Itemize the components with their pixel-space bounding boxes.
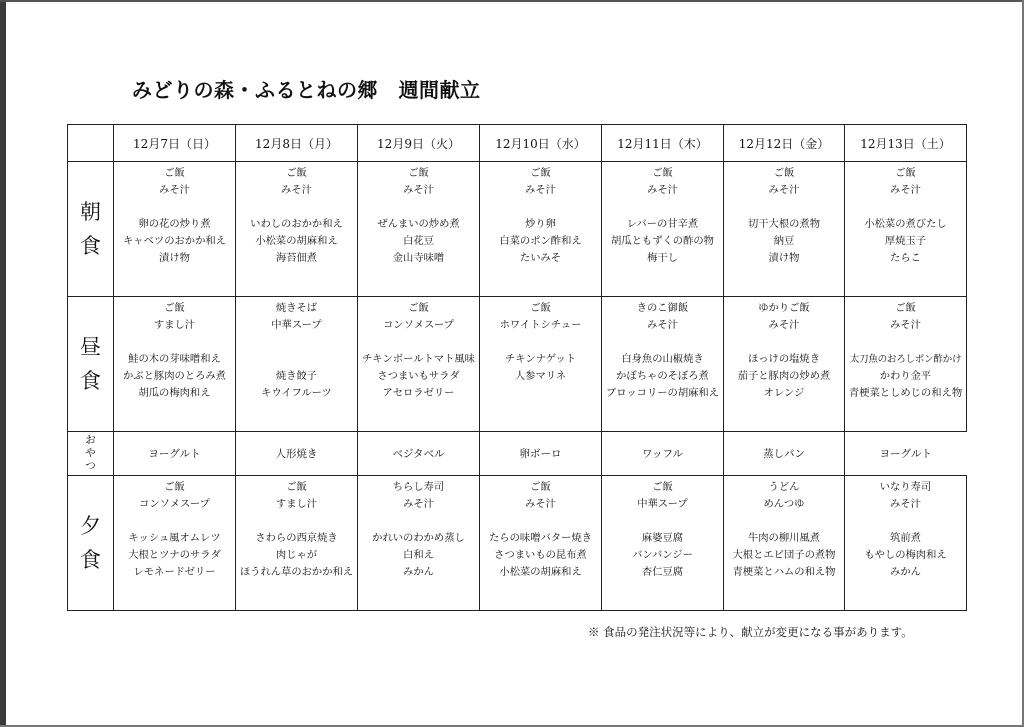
menu-item bbox=[480, 334, 601, 351]
menu-item: うどん bbox=[768, 481, 800, 493]
dinner-cell bbox=[724, 476, 845, 611]
menu-item: 海苔佃煮 bbox=[275, 252, 318, 264]
dinner-label bbox=[68, 476, 114, 611]
snack-cell: ヨーグルト bbox=[114, 432, 236, 476]
menu-item bbox=[602, 513, 723, 530]
lunch-cell bbox=[845, 297, 967, 432]
header-row bbox=[68, 125, 967, 162]
day-header: 12月9日（火） bbox=[358, 125, 480, 162]
menu-item bbox=[480, 513, 601, 530]
menu-item: みそ汁 bbox=[403, 498, 434, 510]
menu-items bbox=[845, 162, 966, 267]
menu-item: チキンナゲット bbox=[504, 353, 577, 365]
menu-item bbox=[845, 199, 966, 216]
menu-items bbox=[358, 476, 479, 581]
snack-cell: 人形焼き bbox=[236, 432, 358, 476]
menu-item bbox=[114, 334, 235, 351]
menu-item: すまし汁 bbox=[153, 319, 196, 331]
menu-item: ご飯 bbox=[530, 481, 551, 493]
breakfast-cell bbox=[845, 162, 967, 297]
menu-item: ホワイトシチュー bbox=[499, 319, 582, 331]
menu-item: 大根とエビ団子の煮物 bbox=[732, 549, 836, 561]
menu-item: めんつゆ bbox=[763, 498, 805, 510]
breakfast-cell bbox=[236, 162, 358, 297]
dinner-cell bbox=[114, 476, 236, 611]
menu-items bbox=[358, 162, 479, 267]
breakfast-cell bbox=[480, 162, 602, 297]
menu-item: みそ汁 bbox=[890, 498, 921, 510]
label-char: 食 bbox=[80, 548, 101, 572]
menu-item: かぼちゃのそぼろ煮 bbox=[616, 370, 709, 382]
menu-item: 鮭の木の芽味噌和え bbox=[128, 353, 221, 365]
footnote: ※ 食品の発注状況等により、献立が変更になる事があります。 bbox=[588, 625, 913, 639]
breakfast-cell bbox=[358, 162, 480, 297]
menu-item: レバーの甘辛煮 bbox=[626, 218, 699, 230]
menu-item: ご飯 bbox=[652, 481, 673, 493]
menu-item: 肉じゃが bbox=[275, 549, 318, 561]
menu-item: ご飯 bbox=[286, 481, 307, 493]
menu-item bbox=[724, 513, 844, 530]
menu-item: ご飯 bbox=[895, 302, 916, 314]
menu-item: 卵の花の炒り煮 bbox=[138, 218, 211, 230]
snack-row bbox=[68, 432, 967, 476]
menu-item: 金山寺味噌 bbox=[392, 252, 445, 264]
menu-item: ご飯 bbox=[164, 481, 185, 493]
menu-item: ご飯 bbox=[164, 302, 185, 314]
menu-item: 梅干し bbox=[647, 252, 678, 264]
menu-item bbox=[845, 334, 966, 351]
label-char: お bbox=[85, 434, 96, 446]
menu-item: ブロッコリーの胡麻和え bbox=[605, 387, 720, 399]
lunch-cell bbox=[114, 297, 236, 432]
day-header: 12月8日（月） bbox=[236, 125, 358, 162]
menu-items bbox=[236, 162, 357, 267]
menu-item bbox=[114, 199, 235, 216]
menu-item: ご飯 bbox=[408, 167, 429, 179]
menu-items bbox=[480, 476, 601, 581]
menu-item: ぜんまいの炒め煮 bbox=[377, 218, 460, 230]
menu-item: キャベツのおかか和え bbox=[123, 235, 226, 247]
menu-item bbox=[602, 334, 723, 351]
breakfast-cell bbox=[602, 162, 724, 297]
menu-item: みかん bbox=[890, 566, 921, 578]
menu-item: 焼き餃子 bbox=[275, 370, 318, 382]
day-header: 12月12日（金） bbox=[724, 125, 845, 162]
menu-item: みそ汁 bbox=[403, 184, 434, 196]
lunch-cell bbox=[236, 297, 358, 432]
menu-item: 漬け物 bbox=[768, 252, 800, 264]
menu-item: コンソメスープ bbox=[383, 319, 454, 331]
breakfast-cell bbox=[114, 162, 236, 297]
label-char: 朝 bbox=[80, 200, 101, 224]
label-char: 夕 bbox=[80, 514, 101, 538]
menu-item bbox=[480, 199, 601, 216]
menu-item: レモネードゼリー bbox=[133, 566, 216, 578]
menu-items bbox=[236, 297, 357, 402]
menu-item: キッシュ風オムレツ bbox=[128, 532, 221, 544]
menu-item: バンバンジー bbox=[632, 549, 693, 561]
menu-item bbox=[602, 199, 723, 216]
snack-label bbox=[68, 432, 114, 476]
menu-items bbox=[236, 476, 357, 581]
menu-item: 筑前煮 bbox=[890, 532, 921, 544]
menu-items bbox=[602, 476, 723, 581]
menu-item: みそ汁 bbox=[890, 319, 921, 331]
dinner-row bbox=[68, 476, 967, 611]
menu-item: きのこ御飯 bbox=[636, 302, 689, 314]
menu-item: アセロラゼリー bbox=[382, 387, 455, 399]
menu-item: ご飯 bbox=[530, 302, 551, 314]
menu-items bbox=[480, 297, 601, 402]
snack-cell: ヨーグルト bbox=[845, 432, 967, 476]
menu-item: 麻婆豆腐 bbox=[641, 532, 684, 544]
menu-item: 漬け物 bbox=[159, 252, 190, 264]
menu-item: みそ汁 bbox=[768, 319, 800, 331]
menu-items bbox=[480, 162, 601, 267]
menu-item: すまし汁 bbox=[275, 498, 318, 510]
menu-item: 中華スープ bbox=[637, 498, 688, 510]
menu-item bbox=[358, 513, 479, 530]
menu-item: チキンボールトマト風味 bbox=[362, 353, 475, 365]
dinner-cell bbox=[845, 476, 967, 611]
menu-items bbox=[114, 297, 235, 402]
page-title: みどりの森・ふるとねの郷 週間献立 bbox=[132, 78, 481, 102]
menu-item: ご飯 bbox=[895, 167, 916, 179]
breakfast-cell bbox=[724, 162, 845, 297]
menu-item: ご飯 bbox=[164, 167, 185, 179]
menu-item: ご飯 bbox=[286, 167, 307, 179]
menu-item: 小松菜の胡麻和え bbox=[255, 235, 338, 247]
menu-item: 青梗菜とハムの和え物 bbox=[732, 566, 836, 578]
lunch-label bbox=[68, 297, 114, 432]
menu-item: ほうれん草のおかか和え bbox=[239, 566, 354, 578]
menu-item: 牛肉の柳川風煮 bbox=[747, 532, 821, 544]
menu-item: たらの味噌バター焼き bbox=[489, 532, 592, 544]
menu-item: さわらの西京焼き bbox=[255, 532, 338, 544]
label-char: 食 bbox=[80, 234, 101, 258]
menu-item bbox=[236, 199, 357, 216]
menu-item: かわり金平 bbox=[879, 370, 932, 382]
menu-item: かれいのわかめ蒸し bbox=[372, 532, 465, 544]
menu-item: ご飯 bbox=[773, 167, 795, 179]
day-header: 12月7日（日） bbox=[114, 125, 236, 162]
label-char: や bbox=[85, 447, 96, 459]
menu-item: たいみそ bbox=[519, 252, 562, 264]
menu-items bbox=[845, 476, 966, 581]
lunch-cell bbox=[602, 297, 724, 432]
menu-item: かぶと豚肉のとろみ煮 bbox=[123, 370, 226, 382]
menu-item bbox=[236, 351, 357, 368]
menu-items bbox=[114, 162, 235, 267]
menu-item bbox=[724, 199, 844, 216]
lunch-cell bbox=[358, 297, 480, 432]
menu-item: もやしの梅肉和え bbox=[864, 549, 947, 561]
menu-item: みかん bbox=[403, 566, 434, 578]
dinner-cell bbox=[480, 476, 602, 611]
breakfast-row bbox=[68, 162, 967, 297]
menu-item bbox=[845, 513, 966, 530]
menu-item: みそ汁 bbox=[525, 184, 556, 196]
menu-item: 厚焼玉子 bbox=[884, 235, 927, 247]
menu-item bbox=[114, 513, 235, 530]
menu-item bbox=[236, 334, 357, 351]
menu-item: 胡瓜の梅肉和え bbox=[138, 387, 211, 399]
menu-item: みそ汁 bbox=[647, 319, 678, 331]
menu-item: 人参マリネ bbox=[514, 370, 567, 382]
menu-item: 切干大根の煮物 bbox=[747, 218, 821, 230]
day-header: 12月10日（水） bbox=[480, 125, 602, 162]
window-top-edge bbox=[0, 0, 1024, 2]
menu-item: さつまいもの昆布煮 bbox=[494, 549, 587, 561]
menu-item: 茄子と豚肉の炒め煮 bbox=[737, 370, 831, 382]
menu-items bbox=[358, 297, 479, 402]
menu-item: ご飯 bbox=[530, 167, 551, 179]
menu-items bbox=[602, 297, 723, 402]
menu-item: 白和え bbox=[403, 549, 434, 561]
menu-item: みそ汁 bbox=[525, 498, 556, 510]
menu-item: 白花豆 bbox=[403, 235, 434, 247]
menu-item: いなり寿司 bbox=[879, 481, 932, 493]
menu-item: ご飯 bbox=[408, 302, 429, 314]
menu-item: たらこ bbox=[890, 252, 921, 264]
menu-items bbox=[724, 476, 844, 581]
menu-item: みそ汁 bbox=[159, 184, 190, 196]
menu-items bbox=[724, 297, 844, 402]
menu-item: 白身魚の山椒焼き bbox=[621, 353, 704, 365]
menu-item bbox=[236, 513, 357, 530]
weekly-menu-table bbox=[67, 124, 967, 611]
menu-item: 杏仁豆腐 bbox=[641, 566, 684, 578]
label-char: つ bbox=[85, 460, 96, 472]
menu-item: 納豆 bbox=[773, 235, 795, 247]
menu-items bbox=[845, 297, 966, 402]
menu-item: みそ汁 bbox=[890, 184, 921, 196]
menu-item: 青梗菜としめじの和え物 bbox=[848, 387, 963, 399]
menu-item: 炒り卵 bbox=[525, 218, 556, 230]
dinner-cell bbox=[358, 476, 480, 611]
dinner-cell bbox=[602, 476, 724, 611]
menu-item: 白菜のポン酢和え bbox=[499, 235, 582, 247]
menu-item: みそ汁 bbox=[281, 184, 312, 196]
menu-item bbox=[358, 199, 479, 216]
menu-item: 小松菜の煮びたし bbox=[864, 218, 947, 230]
label-char: 食 bbox=[80, 369, 101, 393]
snack-cell: ベジタベル bbox=[358, 432, 480, 476]
menu-item bbox=[358, 334, 479, 351]
menu-item: 太刀魚のおろしポン酢かけ bbox=[849, 354, 962, 365]
breakfast-label bbox=[68, 162, 114, 297]
label-char: 昼 bbox=[80, 335, 101, 359]
menu-item: キウイフルーツ bbox=[261, 387, 332, 399]
lunch-cell bbox=[724, 297, 845, 432]
menu-item: ゆかりご飯 bbox=[758, 302, 810, 314]
menu-item: 焼きそば bbox=[275, 302, 318, 314]
menu-item: さつまいもサラダ bbox=[377, 370, 460, 382]
menu-item: みそ汁 bbox=[647, 184, 678, 196]
menu-item: ほっけの塩焼き bbox=[747, 353, 821, 365]
menu-item: ちらし寿司 bbox=[392, 481, 445, 493]
menu-items bbox=[114, 476, 235, 581]
menu-item bbox=[480, 385, 601, 402]
menu-item: 胡瓜ともずくの酢の物 bbox=[611, 235, 714, 247]
lunch-row bbox=[68, 297, 967, 432]
snack-cell: 卵ボーロ bbox=[480, 432, 602, 476]
dinner-cell bbox=[236, 476, 358, 611]
snack-cell: 蒸しパン bbox=[724, 432, 845, 476]
menu-items bbox=[602, 162, 723, 267]
menu-item: 中華スープ bbox=[271, 319, 322, 331]
menu-item: コンソメスープ bbox=[139, 498, 210, 510]
menu-item: 大根とツナのサラダ bbox=[128, 549, 221, 561]
window-left-edge bbox=[0, 0, 6, 727]
day-header: 12月13日（土） bbox=[845, 125, 967, 162]
menu-item: ご飯 bbox=[652, 167, 673, 179]
snack-cell: ワッフル bbox=[602, 432, 724, 476]
menu-items bbox=[724, 162, 844, 267]
day-header: 12月11日（木） bbox=[602, 125, 724, 162]
menu-item bbox=[724, 334, 844, 351]
menu-item: みそ汁 bbox=[768, 184, 800, 196]
menu-item: 小松菜の胡麻和え bbox=[499, 566, 582, 578]
menu-item: オレンジ bbox=[763, 387, 805, 399]
menu-item: いわしのおかか和え bbox=[250, 218, 343, 230]
corner-cell bbox=[68, 125, 114, 162]
lunch-cell bbox=[480, 297, 602, 432]
